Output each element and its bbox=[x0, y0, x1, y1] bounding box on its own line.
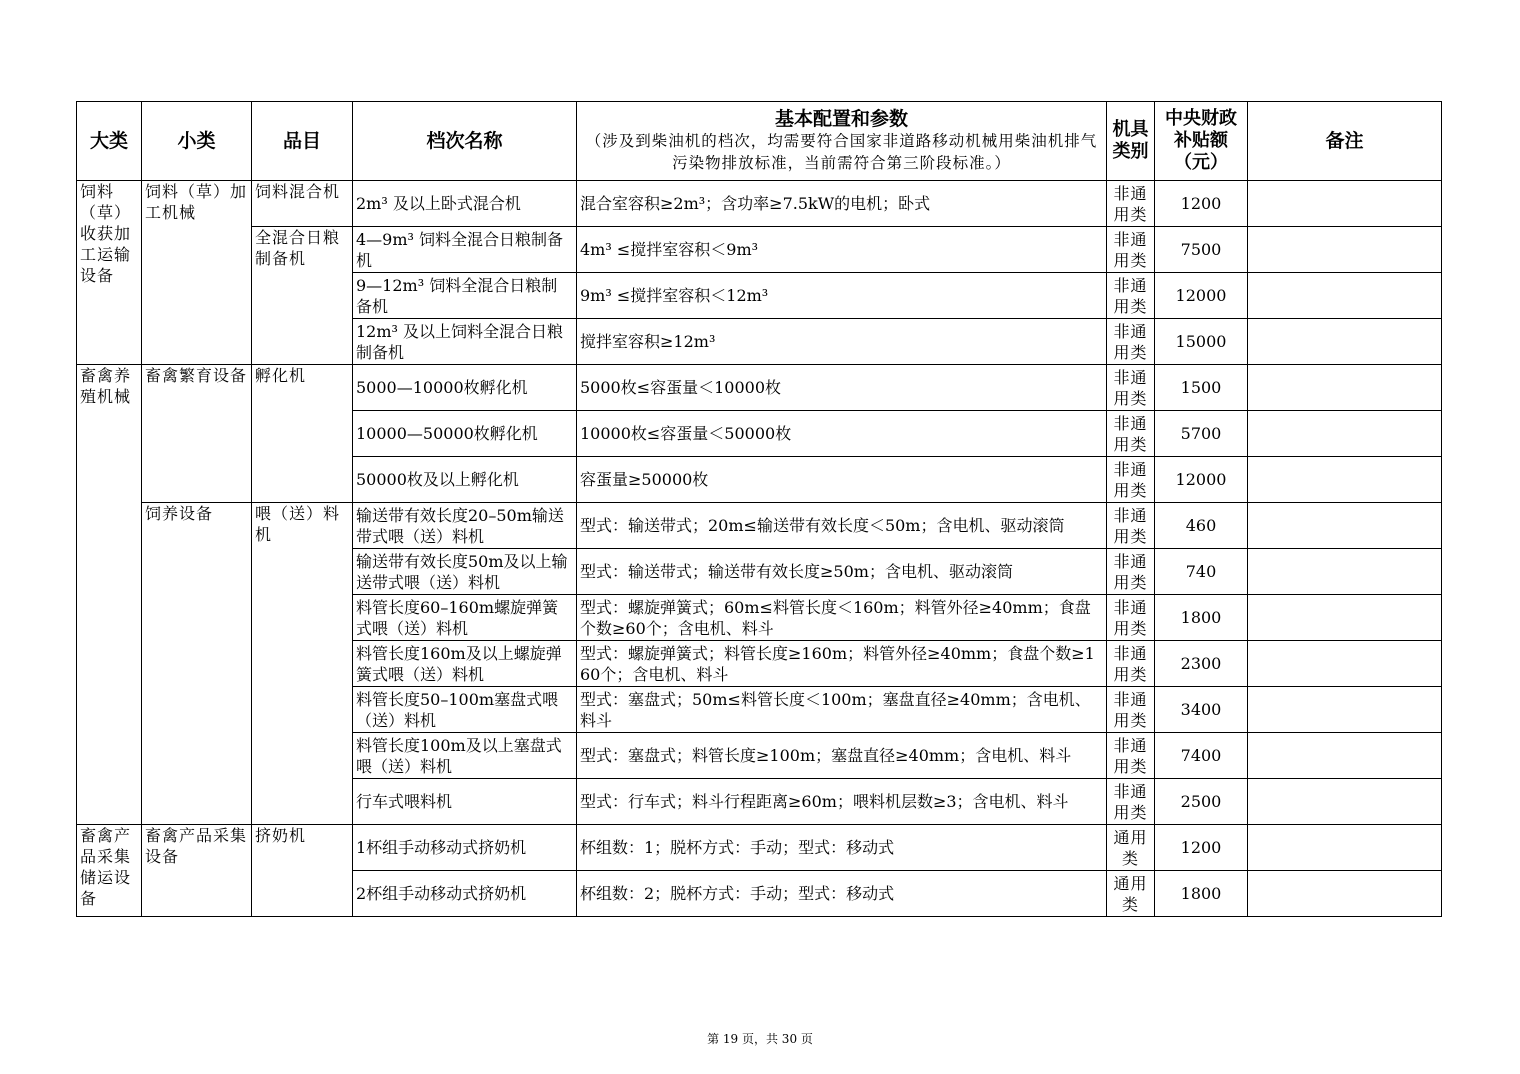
item-cell: 喂（送）料机 bbox=[252, 503, 353, 825]
remark-cell bbox=[1248, 227, 1442, 273]
subcategory-cell: 饲料（草）加工机械 bbox=[142, 181, 252, 365]
item-cell: 全混合日粮制备机 bbox=[252, 227, 353, 365]
item-cell: 孵化机 bbox=[252, 365, 353, 503]
remark-cell bbox=[1248, 733, 1442, 779]
header-config-note: （涉及到柴油机的档次，均需要符合国家非道路移动机械用柴油机排气污染物排放标准，当前需符合第三阶段标准。） bbox=[585, 132, 1098, 172]
remark-cell bbox=[1248, 779, 1442, 825]
grade-cell: 料管长度100m及以上塞盘式喂（送）料机 bbox=[353, 733, 577, 779]
remark-cell bbox=[1248, 595, 1442, 641]
amount-cell: 7500 bbox=[1155, 227, 1248, 273]
grade-cell: 2m³ 及以上卧式混合机 bbox=[353, 181, 577, 227]
header-machine-type: 机具类别 bbox=[1107, 102, 1155, 181]
amount-cell: 1500 bbox=[1155, 365, 1248, 411]
grade-cell: 2杯组手动移动式挤奶机 bbox=[353, 871, 577, 917]
header-subsidy-line1: 中央财政 bbox=[1165, 108, 1237, 129]
amount-cell: 3400 bbox=[1155, 687, 1248, 733]
config-cell: 型式：螺旋弹簧式；料管长度≥160m；料管外径≥40mm；食盘个数≥160个；含电机、料斗 bbox=[577, 641, 1107, 687]
amount-cell: 740 bbox=[1155, 549, 1248, 595]
grade-cell: 料管长度160m及以上螺旋弹簧式喂（送）料机 bbox=[353, 641, 577, 687]
type-cell: 非通用类 bbox=[1107, 503, 1155, 549]
header-subcategory: 小类 bbox=[142, 102, 252, 181]
config-cell: 混合室容积≥2m³；含功率≥7.5kW的电机；卧式 bbox=[577, 181, 1107, 227]
amount-cell: 15000 bbox=[1155, 319, 1248, 365]
amount-cell: 12000 bbox=[1155, 457, 1248, 503]
header-remark: 备注 bbox=[1248, 102, 1442, 181]
category-cell: 畜禽产品采集储运设备 bbox=[77, 825, 142, 917]
remark-cell bbox=[1248, 365, 1442, 411]
amount-cell: 1800 bbox=[1155, 871, 1248, 917]
remark-cell bbox=[1248, 503, 1442, 549]
type-cell: 非通用类 bbox=[1107, 641, 1155, 687]
remark-cell bbox=[1248, 273, 1442, 319]
item-cell: 饲料混合机 bbox=[252, 181, 353, 227]
remark-cell bbox=[1248, 181, 1442, 227]
remark-cell bbox=[1248, 641, 1442, 687]
config-cell: 型式：螺旋弹簧式；60m≤料管长度＜160m；料管外径≥40mm；食盘个数≥60个；含电机、料斗 bbox=[577, 595, 1107, 641]
grade-cell: 4—9m³ 饲料全混合日粮制备机 bbox=[353, 227, 577, 273]
grade-cell: 输送带有效长度20–50m输送带式喂（送）料机 bbox=[353, 503, 577, 549]
remark-cell bbox=[1248, 687, 1442, 733]
grade-cell: 行车式喂料机 bbox=[353, 779, 577, 825]
amount-cell: 7400 bbox=[1155, 733, 1248, 779]
remark-cell bbox=[1248, 871, 1442, 917]
grade-cell: 5000—10000枚孵化机 bbox=[353, 365, 577, 411]
category-cell: 畜禽养殖机械 bbox=[77, 365, 142, 825]
amount-cell: 2300 bbox=[1155, 641, 1248, 687]
type-cell: 通用类 bbox=[1107, 825, 1155, 871]
type-cell: 非通用类 bbox=[1107, 457, 1155, 503]
config-cell: 容蛋量≥50000枚 bbox=[577, 457, 1107, 503]
config-cell: 搅拌室容积≥12m³ bbox=[577, 319, 1107, 365]
amount-cell: 1800 bbox=[1155, 595, 1248, 641]
config-cell: 5000枚≤容蛋量＜10000枚 bbox=[577, 365, 1107, 411]
remark-cell bbox=[1248, 411, 1442, 457]
amount-cell: 1200 bbox=[1155, 181, 1248, 227]
header-config-title: 基本配置和参数 bbox=[774, 108, 908, 130]
type-cell: 通用类 bbox=[1107, 871, 1155, 917]
amount-cell: 2500 bbox=[1155, 779, 1248, 825]
config-cell: 4m³ ≤搅拌室容积＜9m³ bbox=[577, 227, 1107, 273]
subsidy-table bbox=[76, 101, 1442, 917]
type-cell: 非通用类 bbox=[1107, 181, 1155, 227]
grade-cell: 10000—50000枚孵化机 bbox=[353, 411, 577, 457]
remark-cell bbox=[1248, 457, 1442, 503]
type-cell: 非通用类 bbox=[1107, 365, 1155, 411]
type-cell: 非通用类 bbox=[1107, 687, 1155, 733]
header-subsidy-line3: （元） bbox=[1174, 152, 1228, 173]
config-cell: 型式：塞盘式；料管长度≥100m；塞盘直径≥40mm；含电机、料斗 bbox=[577, 733, 1107, 779]
type-cell: 非通用类 bbox=[1107, 319, 1155, 365]
config-cell: 10000枚≤容蛋量＜50000枚 bbox=[577, 411, 1107, 457]
amount-cell: 5700 bbox=[1155, 411, 1248, 457]
config-cell: 型式：输送带式；20m≤输送带有效长度＜50m；含电机、驱动滚筒 bbox=[577, 503, 1107, 549]
category-cell: 饲料（草）收获加工运输设备 bbox=[77, 181, 142, 365]
amount-cell: 1200 bbox=[1155, 825, 1248, 871]
config-cell: 杯组数：1；脱杯方式：手动；型式：移动式 bbox=[577, 825, 1107, 871]
header-subsidy bbox=[1155, 102, 1248, 181]
header-category: 大类 bbox=[77, 102, 142, 181]
table-row bbox=[77, 825, 1442, 871]
item-cell: 挤奶机 bbox=[252, 825, 353, 917]
grade-cell: 料管长度50–100m塞盘式喂（送）料机 bbox=[353, 687, 577, 733]
amount-cell: 12000 bbox=[1155, 273, 1248, 319]
remark-cell bbox=[1248, 319, 1442, 365]
remark-cell bbox=[1248, 825, 1442, 871]
grade-cell: 1杯组手动移动式挤奶机 bbox=[353, 825, 577, 871]
grade-cell: 9—12m³ 饲料全混合日粮制备机 bbox=[353, 273, 577, 319]
header-subsidy-line2: 补贴额 bbox=[1174, 130, 1228, 151]
type-cell: 非通用类 bbox=[1107, 273, 1155, 319]
subcategory-cell: 畜禽繁育设备 bbox=[142, 365, 252, 503]
amount-cell: 460 bbox=[1155, 503, 1248, 549]
subcategory-cell: 饲养设备 bbox=[142, 503, 252, 825]
header-row bbox=[77, 102, 1442, 181]
header-item: 品目 bbox=[252, 102, 353, 181]
page-footer: 第 19 页，共 30 页 bbox=[707, 1032, 813, 1046]
type-cell: 非通用类 bbox=[1107, 227, 1155, 273]
grade-cell: 50000枚及以上孵化机 bbox=[353, 457, 577, 503]
grade-cell: 12m³ 及以上饲料全混合日粮制备机 bbox=[353, 319, 577, 365]
subcategory-cell: 畜禽产品采集设备 bbox=[142, 825, 252, 917]
type-cell: 非通用类 bbox=[1107, 411, 1155, 457]
config-cell: 型式：输送带式；输送带有效长度≥50m；含电机、驱动滚筒 bbox=[577, 549, 1107, 595]
config-cell: 型式：行车式；料斗行程距离≥60m；喂料机层数≥3；含电机、料斗 bbox=[577, 779, 1107, 825]
config-cell: 型式：塞盘式；50m≤料管长度＜100m；塞盘直径≥40mm；含电机、料斗 bbox=[577, 687, 1107, 733]
type-cell: 非通用类 bbox=[1107, 733, 1155, 779]
grade-cell: 输送带有效长度50m及以上输送带式喂（送）料机 bbox=[353, 549, 577, 595]
header-grade-name: 档次名称 bbox=[353, 102, 577, 181]
table-row bbox=[77, 365, 1442, 411]
table-row bbox=[77, 181, 1442, 227]
type-cell: 非通用类 bbox=[1107, 779, 1155, 825]
config-cell: 杯组数：2；脱杯方式：手动；型式：移动式 bbox=[577, 871, 1107, 917]
grade-cell: 料管长度60–160m螺旋弹簧式喂（送）料机 bbox=[353, 595, 577, 641]
type-cell: 非通用类 bbox=[1107, 549, 1155, 595]
remark-cell bbox=[1248, 549, 1442, 595]
config-cell: 9m³ ≤搅拌室容积＜12m³ bbox=[577, 273, 1107, 319]
table-row bbox=[77, 503, 1442, 549]
type-cell: 非通用类 bbox=[1107, 595, 1155, 641]
header-config bbox=[577, 102, 1107, 181]
table-row bbox=[77, 227, 1442, 273]
